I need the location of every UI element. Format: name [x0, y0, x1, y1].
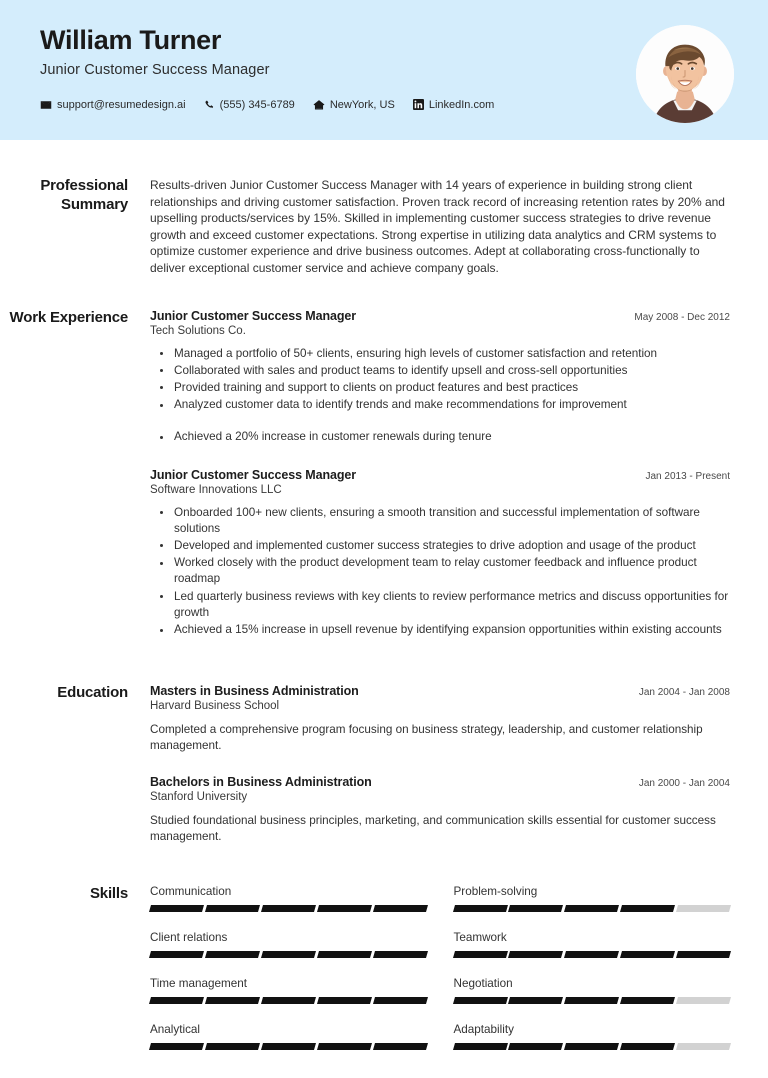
skill-label: Analytical	[150, 1023, 201, 1037]
skill-level-segment	[564, 951, 619, 958]
list-item: Achieved a 20% increase in customer renewals during tenure	[150, 429, 730, 445]
skill-item	[150, 885, 427, 912]
contact-list	[40, 99, 494, 111]
avatar	[636, 25, 734, 123]
skill-item	[150, 977, 427, 1004]
skill-level-segment	[261, 997, 316, 1004]
skill-item	[150, 931, 427, 958]
skill-label: Communication	[150, 885, 232, 899]
resume-header	[0, 0, 768, 140]
work-entry-title: Junior Customer Success Manager	[150, 308, 356, 323]
work-entry-date: May 2008 - Dec 2012	[634, 311, 730, 323]
skill-level-segment	[149, 997, 204, 1004]
candidate-name: William Turner	[40, 25, 222, 55]
skill-item	[454, 885, 731, 912]
education-description: Completed a comprehensive program focusing on business strategy, leadership, and customer relationship management.	[150, 723, 703, 753]
work-entry-title: Junior Customer Success Manager	[150, 467, 356, 482]
skill-level-segment	[317, 905, 372, 912]
skill-label: Teamwork	[453, 931, 507, 945]
contact-location-text: NewYork, US	[329, 98, 395, 111]
skill-level-bar	[150, 997, 427, 1004]
skill-item	[454, 931, 731, 958]
skill-level-bar	[150, 951, 427, 958]
section-title-work: Work Experience	[9, 308, 128, 326]
skill-level-segment	[564, 905, 619, 912]
skill-level-segment	[205, 1043, 260, 1050]
skill-level-bar	[454, 997, 731, 1004]
skill-level-bar	[454, 905, 731, 912]
skill-label: Adaptability	[453, 1023, 514, 1037]
education-entry	[150, 684, 730, 754]
section-title-education: Education	[57, 684, 128, 702]
skill-item	[454, 977, 731, 1004]
work-entry-date: Jan 2013 - Present	[645, 470, 730, 482]
skill-level-segment	[317, 1043, 372, 1050]
work-entry	[150, 309, 730, 446]
skill-level-segment	[676, 1043, 731, 1050]
section-professional-summary	[0, 177, 730, 277]
section-title-summary: Professional Summary	[40, 177, 128, 213]
education-date: Jan 2000 - Jan 2004	[638, 777, 730, 789]
education-degree: Masters in Business Administration	[150, 684, 359, 699]
list-item: Managed a portfolio of 50+ clients, ensuring high levels of customer satisfaction and retention	[150, 346, 730, 362]
contact-phone-text: (555) 345-6789	[219, 98, 295, 111]
list-item: Developed and implemented customer success strategies to drive adoption and usage of the product	[150, 538, 730, 554]
skill-level-segment	[149, 1043, 204, 1050]
education-description: Studied foundational business principles, marketing, and communication skills essential for customer success management.	[150, 813, 716, 843]
section-skills	[0, 885, 730, 1069]
list-item: Analyzed customer data to identify trends and make recommendations for improvement	[150, 397, 730, 413]
phone-icon	[204, 99, 215, 111]
education-school: Stanford University	[150, 790, 248, 803]
skill-level-segment	[676, 997, 731, 1004]
skill-level-bar	[150, 905, 427, 912]
skill-level-segment	[564, 997, 619, 1004]
skill-level-segment	[452, 1043, 507, 1050]
skill-level-segment	[261, 951, 316, 958]
skill-level-segment	[373, 997, 428, 1004]
skill-level-bar	[454, 951, 731, 958]
skill-level-segment	[564, 1043, 619, 1050]
skill-level-segment	[205, 905, 260, 912]
skill-level-segment	[676, 951, 731, 958]
skills-grid	[150, 885, 730, 1069]
skill-level-segment	[620, 951, 675, 958]
skill-level-segment	[620, 997, 675, 1004]
skill-level-segment	[676, 905, 731, 912]
list-item: Achieved a 15% increase in upsell revenue by identifying expansion opportunities within existing accounts	[150, 622, 730, 638]
contact-phone[interactable]	[204, 99, 295, 111]
skill-level-segment	[452, 997, 507, 1004]
skill-level-segment	[149, 905, 204, 912]
skill-level-segment	[508, 951, 563, 958]
skill-level-segment	[508, 997, 563, 1004]
skill-level-segment	[620, 1043, 675, 1050]
skill-level-segment	[508, 905, 563, 912]
work-entry-bullets	[150, 346, 730, 446]
skill-level-segment	[452, 951, 507, 958]
home-icon	[313, 99, 325, 111]
skill-level-segment	[261, 1043, 316, 1050]
work-entry-organization: Tech Solutions Co.	[150, 324, 246, 337]
section-work-experience	[0, 309, 730, 640]
skill-level-segment	[452, 905, 507, 912]
section-education	[0, 684, 730, 845]
section-title-skills: Skills	[90, 885, 128, 903]
skill-level-segment	[373, 951, 428, 958]
resume-body	[0, 177, 768, 1069]
summary-text: Results-driven Junior Customer Success Manager with 14 years of experience in building strong client relationships and driving customer satisfaction. Proven track record of increasing retention rates by 20% and upselling products/services by 15%. Skilled in implementing customer success strategies to drive revenue growth and exceed customer expectations. Strong expertise in utilizing data analytics and CRM systems to optimize customer experience and drive business outcomes. Adept at collaborating cross-functionally to deliver exceptional customer service and achieve company goals.	[150, 178, 725, 275]
skill-label: Client relations	[150, 931, 228, 945]
education-degree: Bachelors in Business Administration	[150, 774, 372, 789]
list-item: Provided training and support to clients on product features and best practices	[150, 380, 730, 396]
skill-label: Problem-solving	[453, 885, 538, 899]
contact-email-text: support@resumedesign.ai	[57, 98, 186, 111]
contact-location[interactable]	[313, 99, 395, 111]
education-date: Jan 2004 - Jan 2008	[638, 687, 730, 699]
skill-level-bar	[454, 1043, 731, 1050]
list-item: Worked closely with the product development team to relay customer feedback and influence product roadmap	[150, 555, 730, 587]
skill-level-segment	[317, 997, 372, 1004]
candidate-job-title: Junior Customer Success Manager	[40, 61, 270, 78]
skill-level-segment	[373, 1043, 428, 1050]
education-entry	[150, 775, 730, 845]
contact-email[interactable]	[40, 99, 186, 111]
work-entry-bullets	[150, 505, 730, 639]
skill-level-segment	[620, 905, 675, 912]
skill-level-segment	[508, 1043, 563, 1050]
skill-level-segment	[373, 905, 428, 912]
education-school: Harvard Business School	[150, 700, 280, 713]
linkedin-icon	[413, 99, 424, 110]
skill-level-segment	[261, 905, 316, 912]
contact-linkedin[interactable]	[413, 99, 494, 111]
work-entry-organization: Software Innovations LLC	[150, 483, 282, 496]
list-item: Led quarterly business reviews with key clients to review performance metrics and discuss opportunities for growth	[150, 589, 730, 621]
skill-level-segment	[205, 997, 260, 1004]
skill-label: Time management	[150, 977, 248, 991]
envelope-icon	[40, 99, 52, 111]
list-item: Onboarded 100+ new clients, ensuring a smooth transition and successful implementation of software solutions	[150, 505, 730, 537]
skill-level-bar	[150, 1043, 427, 1050]
skill-level-segment	[149, 951, 204, 958]
skill-label: Negotiation	[453, 977, 513, 991]
skill-item	[150, 1023, 427, 1050]
contact-linkedin-text: LinkedIn.com	[428, 98, 495, 111]
header-identity	[40, 20, 494, 111]
work-entry	[150, 468, 730, 639]
skill-level-segment	[317, 951, 372, 958]
skill-item	[454, 1023, 731, 1050]
skill-level-segment	[205, 951, 260, 958]
list-item: Collaborated with sales and product teams to identify upsell and cross-sell opportunities	[150, 363, 730, 379]
profile-photo-illustration	[636, 25, 734, 123]
